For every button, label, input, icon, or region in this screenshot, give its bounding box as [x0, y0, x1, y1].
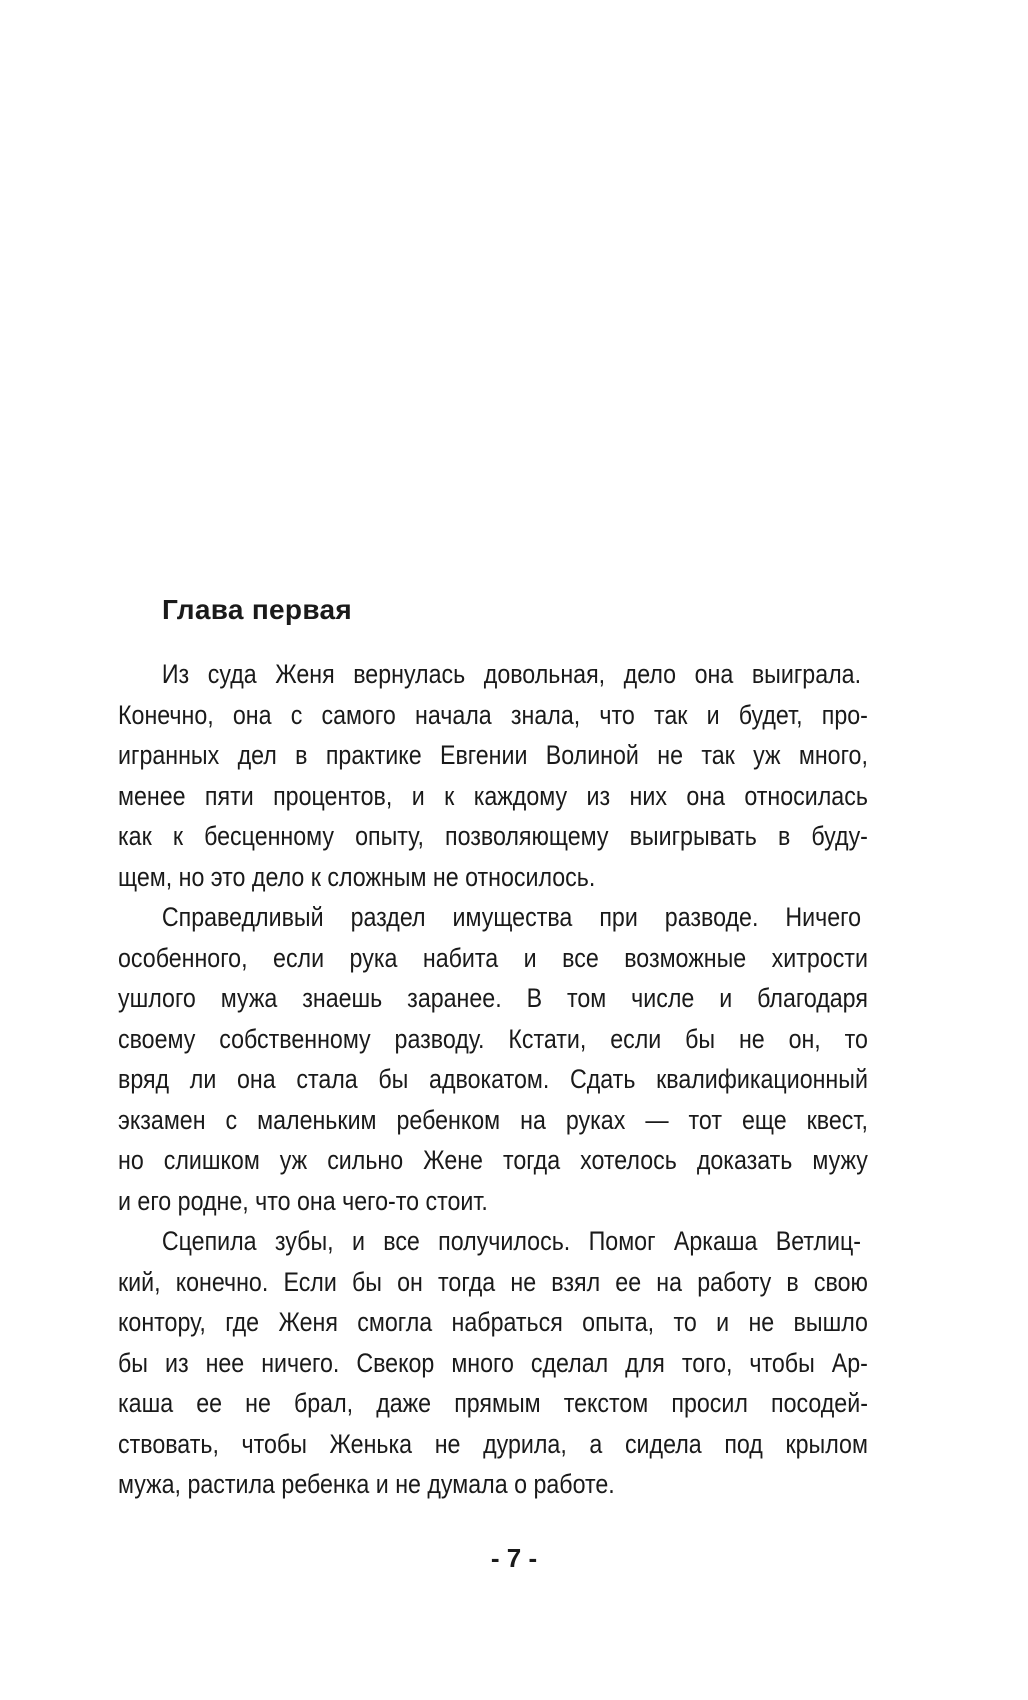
paragraph-2-line-2: особенного, если рука набита и все возможные хитрости: [118, 942, 868, 973]
paragraph-2-line-7: но слишком уж сильно Жене тогда хотелось доказать мужу: [118, 1145, 868, 1175]
body-text: [118, 654, 868, 1505]
paragraph-2-line-6: экзамен с маленьким ребенком на руках — тот еще квест,: [118, 1104, 868, 1135]
paragraph-1-line-5: как к бесценному опыту, позволяющему выигрывать в буду-: [118, 821, 868, 851]
paragraph-3-line-2: кий, конечно. Если бы он тогда не взял ее на работу в свою: [118, 1266, 868, 1297]
paragraph-2-line-8: и его родне, что она чего-то стоит.: [118, 1185, 488, 1216]
paragraph-1-line-2: Конечно, она с самого начала знала, что так и будет, про-: [118, 699, 868, 730]
paragraph-2-line-1: Справедливый раздел имущества при разводе. Ничего: [161, 902, 862, 932]
paragraph-1-line-6: щем, но это дело к сложным не относилось.: [118, 861, 596, 892]
paragraph-3-line-4: бы из нее ничего. Свекор много сделал для того, чтобы Ар-: [118, 1347, 868, 1378]
paragraph-2-line-4: своему собственному разводу. Кстати, если бы не он, то: [118, 1023, 868, 1054]
paragraph-3-line-3: контору, где Женя смогла набраться опыта, то и не вышло: [118, 1307, 868, 1337]
paragraph-1-line-3: игранных дел в практике Евгении Волиной не так уж много,: [118, 740, 868, 770]
paragraph-2-line-3: ушлого мужа знаешь заранее. В том числе и благодаря: [118, 983, 868, 1013]
paragraph-1-line-4: менее пяти процентов, и к каждому из них она относилась: [118, 780, 868, 811]
paragraph-3-line-6: ствовать, чтобы Женька не дурила, а сидела под крылом: [118, 1428, 868, 1459]
page-number: - 7 -: [490, 1543, 538, 1573]
paragraph-3-line-1: Сцепила зубы, и все получилось. Помог Аркаша Ветлиц-: [161, 1226, 862, 1256]
paragraph-2-line-5: вряд ли она стала бы адвокатом. Сдать квалификационный: [118, 1064, 868, 1094]
chapter-title: Глава первая: [162, 594, 352, 625]
paragraph-1-line-1: Из суда Женя вернулась довольная, дело она выиграла.: [161, 659, 862, 689]
paragraph-3-line-5: каша ее не брал, даже прямым текстом просил посодей-: [118, 1388, 868, 1418]
paragraph-3-line-7: мужа, растила ребенка и не думала о работе.: [118, 1469, 615, 1499]
